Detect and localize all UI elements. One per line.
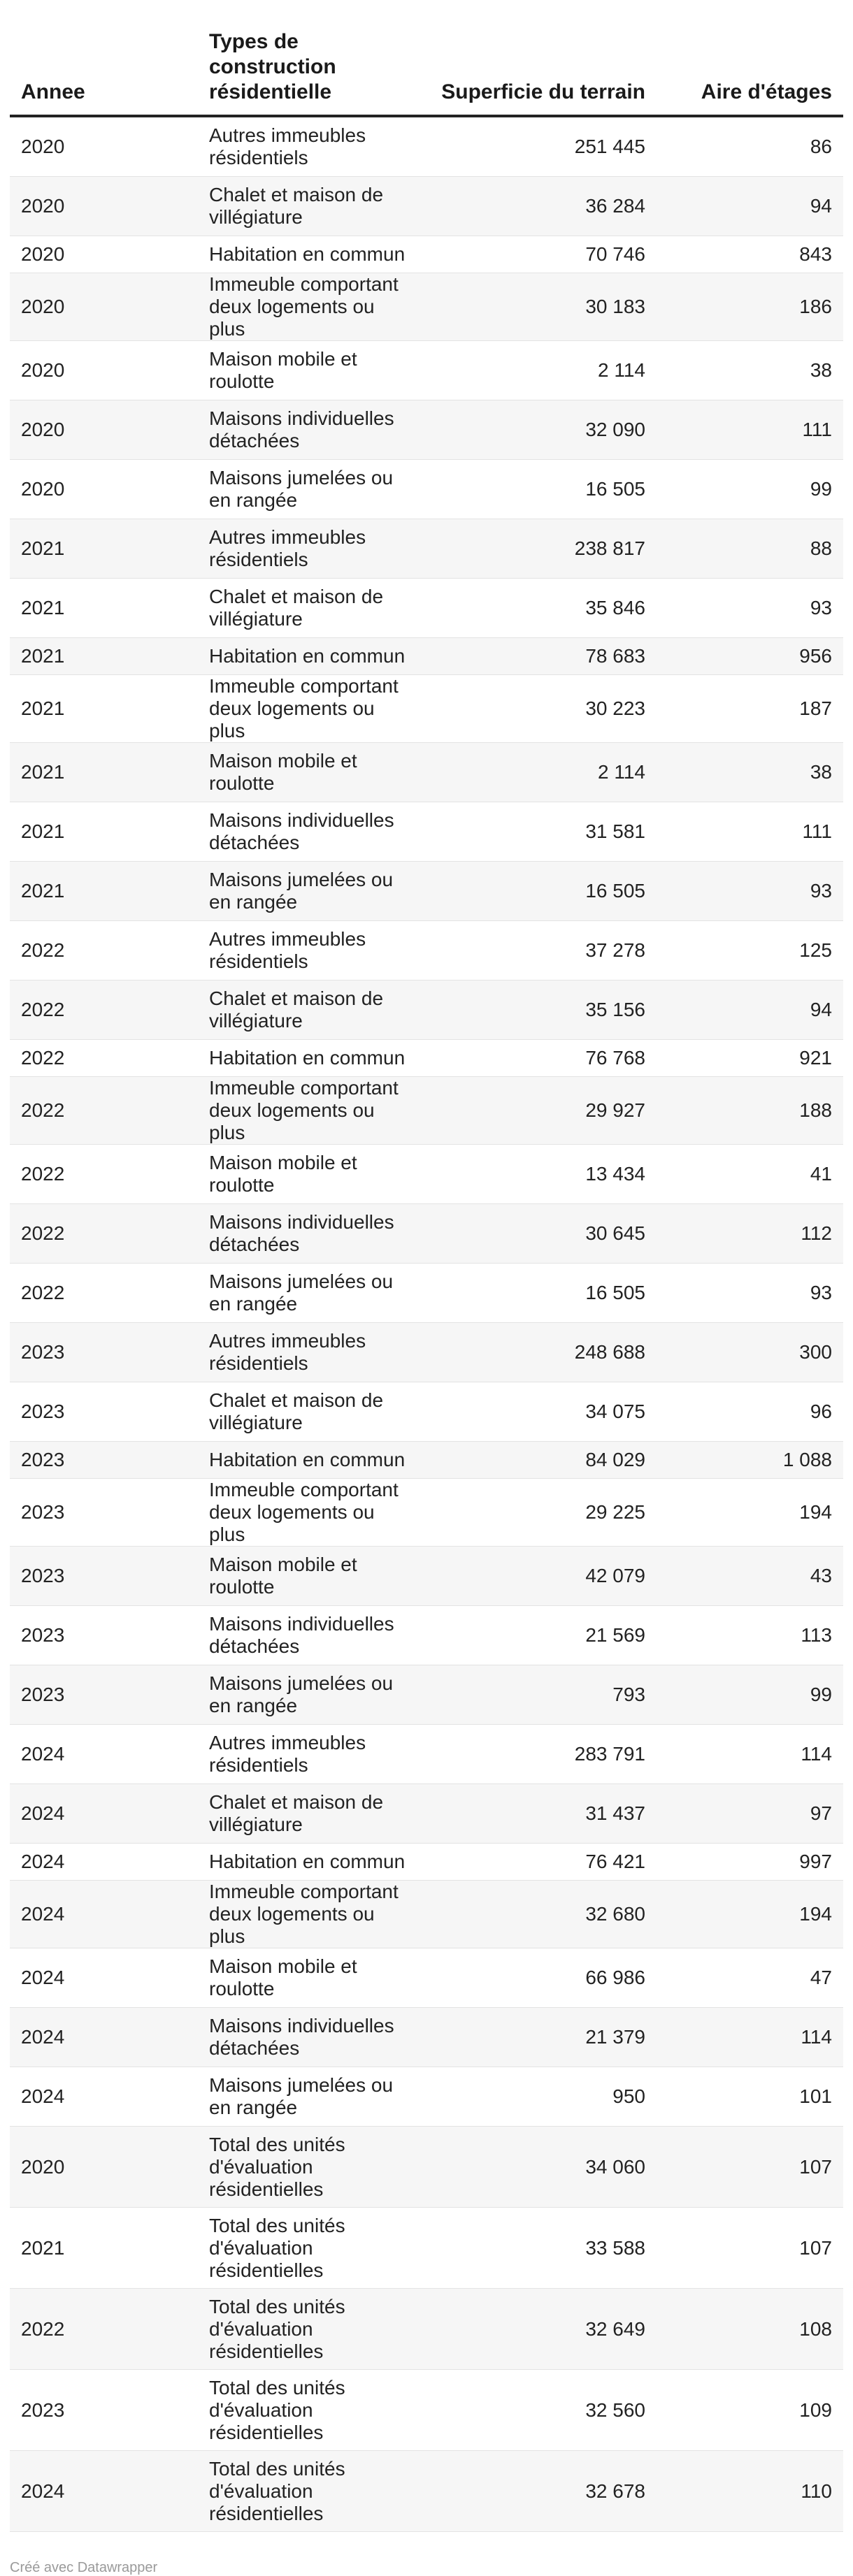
table-row <box>10 802 843 862</box>
cell-superficie: 32 678 <box>419 2451 657 2532</box>
cell-annee: 2021 <box>10 2208 202 2289</box>
cell-aire: 94 <box>657 981 843 1040</box>
cell-type: Total des unités d'évaluation résidentielles <box>202 2208 419 2289</box>
table-row <box>10 1948 843 2008</box>
cell-superficie: 35 156 <box>419 981 657 1040</box>
cell-annee: 2020 <box>10 400 202 460</box>
cell-aire: 111 <box>657 802 843 862</box>
cell-annee: 2023 <box>10 1442 202 1479</box>
cell-superficie: 42 079 <box>419 1547 657 1606</box>
cell-superficie: 16 505 <box>419 862 657 921</box>
cell-aire: 300 <box>657 1323 843 1382</box>
cell-superficie: 35 846 <box>419 579 657 638</box>
table-row <box>10 116 843 177</box>
cell-superficie: 32 090 <box>419 400 657 460</box>
cell-aire: 43 <box>657 1547 843 1606</box>
cell-superficie: 76 768 <box>419 1040 657 1077</box>
data-table <box>10 22 843 2532</box>
cell-aire: 108 <box>657 2289 843 2370</box>
table-header <box>10 22 843 116</box>
cell-aire: 94 <box>657 177 843 236</box>
table-row <box>10 341 843 400</box>
table-row <box>10 400 843 460</box>
cell-aire: 114 <box>657 1725 843 1784</box>
cell-type: Immeuble comportant deux logements ou plus <box>202 1479 419 1547</box>
cell-superficie: 30 645 <box>419 1204 657 1264</box>
cell-aire: 125 <box>657 921 843 981</box>
cell-aire: 111 <box>657 400 843 460</box>
cell-annee: 2023 <box>10 1323 202 1382</box>
cell-annee: 2020 <box>10 460 202 519</box>
column-header-annee[interactable]: Annee <box>10 22 202 116</box>
cell-aire: 86 <box>657 116 843 177</box>
cell-superficie: 29 225 <box>419 1479 657 1547</box>
cell-type: Immeuble comportant deux logements ou plus <box>202 273 419 341</box>
cell-annee: 2023 <box>10 1547 202 1606</box>
cell-aire: 114 <box>657 2008 843 2067</box>
cell-annee: 2024 <box>10 2067 202 2127</box>
cell-annee: 2020 <box>10 116 202 177</box>
table-row <box>10 1442 843 1479</box>
cell-annee: 2024 <box>10 2451 202 2532</box>
table-row <box>10 177 843 236</box>
cell-type: Maisons jumelées ou en rangée <box>202 1665 419 1725</box>
cell-superficie: 251 445 <box>419 116 657 177</box>
cell-annee: 2021 <box>10 638 202 675</box>
cell-superficie: 793 <box>419 1665 657 1725</box>
cell-annee: 2021 <box>10 675 202 743</box>
cell-superficie: 78 683 <box>419 638 657 675</box>
cell-superficie: 84 029 <box>419 1442 657 1479</box>
cell-type: Maison mobile et roulotte <box>202 743 419 802</box>
cell-annee: 2023 <box>10 1479 202 1547</box>
cell-superficie: 70 746 <box>419 236 657 273</box>
table-row <box>10 460 843 519</box>
cell-aire: 99 <box>657 460 843 519</box>
cell-superficie: 950 <box>419 2067 657 2127</box>
cell-superficie: 31 437 <box>419 1784 657 1844</box>
table-row <box>10 1547 843 1606</box>
cell-type: Habitation en commun <box>202 638 419 675</box>
cell-type: Total des unités d'évaluation résidentielles <box>202 2451 419 2532</box>
cell-annee: 2024 <box>10 1881 202 1948</box>
cell-annee: 2022 <box>10 921 202 981</box>
cell-annee: 2023 <box>10 1665 202 1725</box>
cell-superficie: 34 060 <box>419 2127 657 2208</box>
table-row <box>10 1382 843 1442</box>
cell-aire: 38 <box>657 743 843 802</box>
cell-superficie: 283 791 <box>419 1725 657 1784</box>
cell-aire: 921 <box>657 1040 843 1077</box>
cell-aire: 41 <box>657 1145 843 1204</box>
cell-annee: 2022 <box>10 2289 202 2370</box>
cell-annee: 2024 <box>10 1784 202 1844</box>
cell-type: Maison mobile et roulotte <box>202 1948 419 2008</box>
cell-aire: 186 <box>657 273 843 341</box>
cell-aire: 93 <box>657 1264 843 1323</box>
cell-type: Maison mobile et roulotte <box>202 341 419 400</box>
cell-aire: 112 <box>657 1204 843 1264</box>
cell-aire: 956 <box>657 638 843 675</box>
cell-aire: 107 <box>657 2127 843 2208</box>
table-row <box>10 1844 843 1881</box>
cell-type: Chalet et maison de villégiature <box>202 1382 419 1442</box>
cell-annee: 2020 <box>10 177 202 236</box>
table-row <box>10 1323 843 1382</box>
header-row <box>10 22 843 116</box>
table-row <box>10 1077 843 1145</box>
table-row <box>10 921 843 981</box>
table-row <box>10 273 843 341</box>
cell-annee: 2020 <box>10 236 202 273</box>
cell-superficie: 32 680 <box>419 1881 657 1948</box>
cell-aire: 113 <box>657 1606 843 1665</box>
cell-aire: 843 <box>657 236 843 273</box>
cell-aire: 110 <box>657 2451 843 2532</box>
cell-type: Habitation en commun <box>202 1844 419 1881</box>
cell-superficie: 2 114 <box>419 341 657 400</box>
cell-type: Maisons individuelles détachées <box>202 1606 419 1665</box>
cell-superficie: 33 588 <box>419 2208 657 2289</box>
table-row <box>10 236 843 273</box>
cell-superficie: 16 505 <box>419 1264 657 1323</box>
table-row <box>10 862 843 921</box>
cell-superficie: 30 223 <box>419 675 657 743</box>
cell-type: Habitation en commun <box>202 1442 419 1479</box>
cell-type: Autres immeubles résidentiels <box>202 1725 419 1784</box>
cell-superficie: 37 278 <box>419 921 657 981</box>
cell-annee: 2021 <box>10 862 202 921</box>
table-row <box>10 2008 843 2067</box>
cell-aire: 194 <box>657 1479 843 1547</box>
cell-aire: 101 <box>657 2067 843 2127</box>
cell-type: Maisons individuelles détachées <box>202 400 419 460</box>
cell-annee: 2022 <box>10 1264 202 1323</box>
cell-annee: 2022 <box>10 1204 202 1264</box>
cell-superficie: 32 649 <box>419 2289 657 2370</box>
cell-aire: 107 <box>657 2208 843 2289</box>
table-row <box>10 981 843 1040</box>
cell-aire: 96 <box>657 1382 843 1442</box>
cell-type: Maisons individuelles détachées <box>202 1204 419 1264</box>
cell-annee: 2023 <box>10 1382 202 1442</box>
cell-type: Chalet et maison de villégiature <box>202 177 419 236</box>
cell-superficie: 31 581 <box>419 802 657 862</box>
cell-annee: 2021 <box>10 802 202 862</box>
cell-annee: 2024 <box>10 2008 202 2067</box>
cell-type: Habitation en commun <box>202 236 419 273</box>
cell-type: Maisons jumelées ou en rangée <box>202 862 419 921</box>
cell-aire: 93 <box>657 579 843 638</box>
cell-superficie: 66 986 <box>419 1948 657 2008</box>
cell-type: Maisons jumelées ou en rangée <box>202 1264 419 1323</box>
cell-annee: 2024 <box>10 1948 202 2008</box>
cell-aire: 187 <box>657 675 843 743</box>
cell-annee: 2023 <box>10 2370 202 2451</box>
cell-aire: 109 <box>657 2370 843 2451</box>
cell-type: Chalet et maison de villégiature <box>202 981 419 1040</box>
cell-type: Maisons individuelles détachées <box>202 2008 419 2067</box>
table-row <box>10 1881 843 1948</box>
cell-type: Maisons jumelées ou en rangée <box>202 460 419 519</box>
cell-superficie: 36 284 <box>419 177 657 236</box>
cell-type: Total des unités d'évaluation résidentielles <box>202 2289 419 2370</box>
table-row <box>10 519 843 579</box>
cell-superficie: 21 569 <box>419 1606 657 1665</box>
cell-annee: 2022 <box>10 1040 202 1077</box>
table-row <box>10 1204 843 1264</box>
table-row <box>10 2127 843 2208</box>
cell-type: Immeuble comportant deux logements ou plus <box>202 1881 419 1948</box>
cell-aire: 997 <box>657 1844 843 1881</box>
table-row <box>10 1145 843 1204</box>
column-header-superficie[interactable]: Superficie du terrain <box>419 22 657 116</box>
cell-superficie: 2 114 <box>419 743 657 802</box>
table-row <box>10 1264 843 1323</box>
cell-aire: 38 <box>657 341 843 400</box>
cell-annee: 2021 <box>10 579 202 638</box>
table-row <box>10 2451 843 2532</box>
cell-aire: 93 <box>657 862 843 921</box>
column-header-type[interactable]: Types de construction résidentielle <box>202 22 419 116</box>
table-row <box>10 2208 843 2289</box>
cell-annee: 2022 <box>10 981 202 1040</box>
cell-type: Autres immeubles résidentiels <box>202 519 419 579</box>
cell-annee: 2020 <box>10 273 202 341</box>
cell-type: Chalet et maison de villégiature <box>202 1784 419 1844</box>
cell-type: Maisons jumelées ou en rangée <box>202 2067 419 2127</box>
cell-superficie: 21 379 <box>419 2008 657 2067</box>
cell-aire: 188 <box>657 1077 843 1145</box>
cell-type: Autres immeubles résidentiels <box>202 1323 419 1382</box>
table-row <box>10 1725 843 1784</box>
cell-superficie: 76 421 <box>419 1844 657 1881</box>
cell-type: Maison mobile et roulotte <box>202 1145 419 1204</box>
cell-type: Maisons individuelles détachées <box>202 802 419 862</box>
cell-annee: 2021 <box>10 743 202 802</box>
table-row <box>10 2289 843 2370</box>
cell-type: Autres immeubles résidentiels <box>202 116 419 177</box>
table-row <box>10 2370 843 2451</box>
table-row <box>10 579 843 638</box>
cell-aire: 99 <box>657 1665 843 1725</box>
table-row <box>10 675 843 743</box>
cell-superficie: 248 688 <box>419 1323 657 1382</box>
cell-superficie: 30 183 <box>419 273 657 341</box>
table-row <box>10 743 843 802</box>
cell-annee: 2024 <box>10 1844 202 1881</box>
cell-type: Immeuble comportant deux logements ou plus <box>202 675 419 743</box>
cell-aire: 88 <box>657 519 843 579</box>
table-body <box>10 116 843 2532</box>
cell-superficie: 34 075 <box>419 1382 657 1442</box>
cell-annee: 2022 <box>10 1145 202 1204</box>
table-row <box>10 638 843 675</box>
table-row <box>10 1479 843 1547</box>
cell-annee: 2021 <box>10 519 202 579</box>
cell-superficie: 16 505 <box>419 460 657 519</box>
cell-superficie: 238 817 <box>419 519 657 579</box>
cell-type: Total des unités d'évaluation résidentielles <box>202 2370 419 2451</box>
cell-annee: 2020 <box>10 341 202 400</box>
cell-annee: 2022 <box>10 1077 202 1145</box>
column-header-aire[interactable]: Aire d'étages <box>657 22 843 116</box>
cell-type: Chalet et maison de villégiature <box>202 579 419 638</box>
cell-type: Habitation en commun <box>202 1040 419 1077</box>
cell-annee: 2024 <box>10 1725 202 1784</box>
table-row <box>10 2067 843 2127</box>
cell-aire: 97 <box>657 1784 843 1844</box>
table-row <box>10 1606 843 1665</box>
cell-type: Total des unités d'évaluation résidentielles <box>202 2127 419 2208</box>
cell-type: Immeuble comportant deux logements ou plus <box>202 1077 419 1145</box>
cell-superficie: 13 434 <box>419 1145 657 1204</box>
datawrapper-credit: Créé avec Datawrapper <box>10 2560 158 2575</box>
table-row <box>10 1040 843 1077</box>
cell-superficie: 29 927 <box>419 1077 657 1145</box>
table-row <box>10 1665 843 1725</box>
cell-type: Autres immeubles résidentiels <box>202 921 419 981</box>
cell-superficie: 32 560 <box>419 2370 657 2451</box>
cell-aire: 194 <box>657 1881 843 1948</box>
cell-annee: 2023 <box>10 1606 202 1665</box>
cell-annee: 2020 <box>10 2127 202 2208</box>
cell-aire: 47 <box>657 1948 843 2008</box>
table-row <box>10 1784 843 1844</box>
cell-type: Maison mobile et roulotte <box>202 1547 419 1606</box>
cell-aire: 1 088 <box>657 1442 843 1479</box>
